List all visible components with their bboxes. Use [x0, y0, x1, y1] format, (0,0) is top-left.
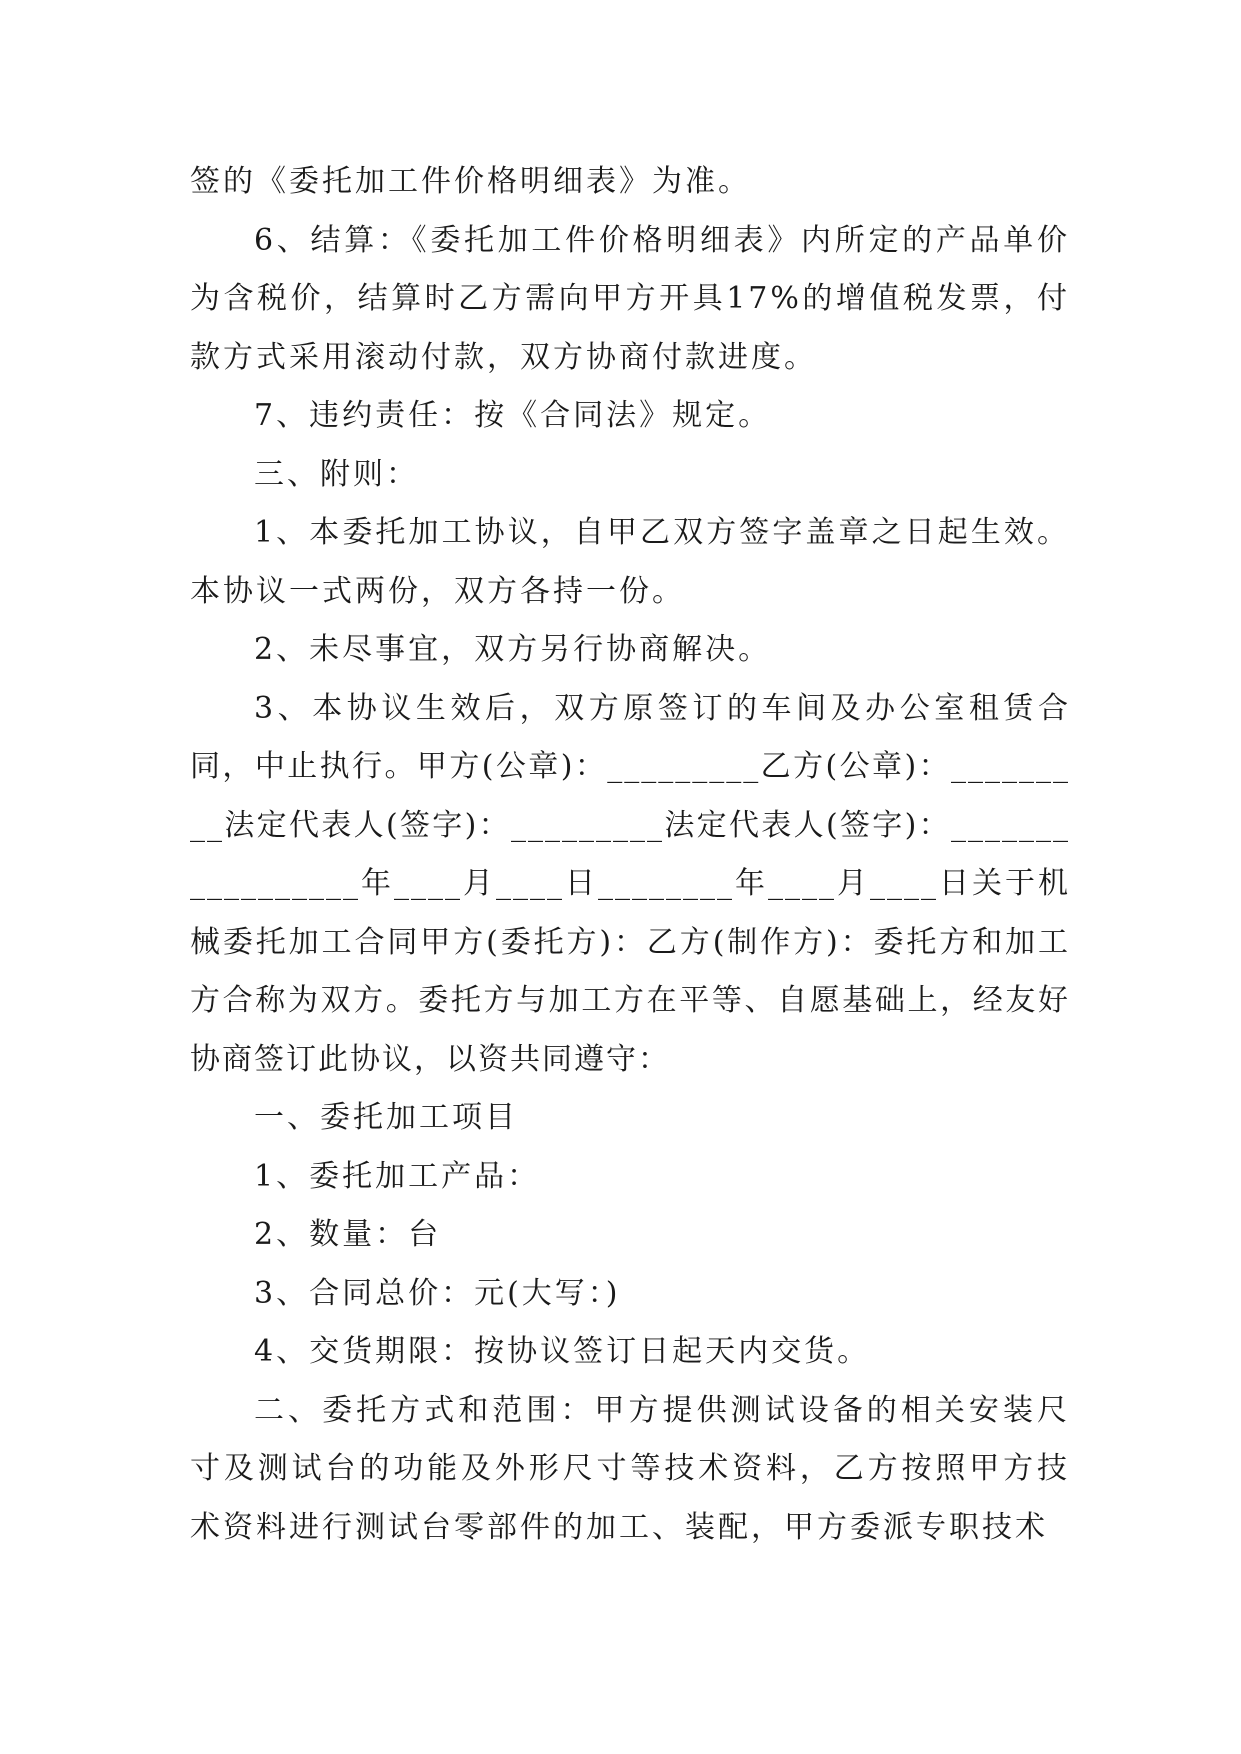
paragraph-scope: 二、委托方式和范围：甲方提供测试设备的相关安装尺寸及测试台的功能及外形尺寸等技术资料，乙方按照甲方技术资料进行测试台零部件的加工、装配，甲方委派专职技术 — [190, 1392, 1070, 1545]
paragraph-unresolved: 2、未尽事宜，双方另行协商解决。 — [254, 632, 772, 667]
item-product: 1、委托加工产品： — [254, 1158, 541, 1194]
paragraph-liability: 7、违约责任：按《合同法》规定。 — [254, 398, 772, 433]
heading-supplementary: 三、附则： — [254, 456, 419, 492]
paragraph-signatures: 3、本协议生效后，双方原签订的车间及办公室租赁合同，中止执行。甲方(公章)：_________乙方(公章)：_________法定代表人(签字)：_________法定代表人(签字)：_________________年____月____日________年____月____日关于机械委托加工合同甲方(委托方)：乙方(制作方)：委托方和加工方合称为双方。委托方与加工方在平等、自愿基础上，经友好协商签订此协议，以资共同遵守： — [190, 690, 1070, 1077]
paragraph-settlement: 6、结算：《委托加工件价格明细表》内所定的产品单价为含税价，结算时乙方需向甲方开具17%的增值税发票，付款方式采用滚动付款，双方协商付款进度。 — [190, 222, 1070, 375]
paragraph-effective: 1、本委托加工协议，自甲乙双方签字盖章之日起生效。本协议一式两份，双方各持一份。 — [190, 515, 1070, 609]
item-quantity: 2、数量：台 — [254, 1217, 442, 1252]
item-total-price: 3、合同总价：元(大写：) — [254, 1275, 621, 1311]
paragraph-continuation: 签的《委托加工件价格明细表》为准。 — [190, 164, 751, 199]
item-delivery: 4、交货期限：按协议签订日起天内交货。 — [254, 1334, 871, 1369]
heading-project: 一、委托加工项目 — [254, 1100, 518, 1135]
document-body — [190, 153, 1070, 1557]
